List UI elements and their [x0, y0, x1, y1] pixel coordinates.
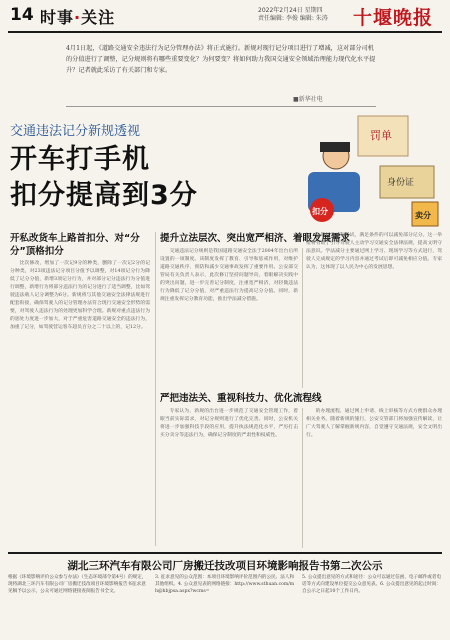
header-rule	[8, 31, 442, 33]
notice-column-3: 5. 公众提出意见的方式和途径：公众可以通过信函、电子邮件或者电话等方式向建设单位提交公众意见表。6. 公众提出意见的起止时间：自公示之日起10个工作日内。	[302, 575, 442, 595]
column-2-heading: 提升立法层次、突出宽严相济、着眼发展需求	[160, 233, 351, 244]
points-badge-label: 扣分	[312, 207, 328, 216]
page-number: 14	[10, 5, 34, 25]
notice-column-1: 根据《环境影响评价公众参与办法》（生态环境部令第4号）的规定，现将湖北三环汽车有限公司厂房搬迁技改项目环境影响报告书征求意见稿予以公示，公众可通过网络链接查阅报告书全文。	[8, 575, 147, 595]
issue-date: 2022年2月24日 星期四 责任编辑: 李俊 编辑: 朱涛	[258, 7, 328, 22]
column-2-body: 交通违法记分规则是我国道路交通安全法于2004年出台后所设置的一项制度。该制度发挥了教育、引导和惩戒作用，对维护道路交通秩序、预防和减少交通事故发挥了重要作用。公安部交管局有关负责人表示，此次修订坚持问题导向，着眼解决实践中的突出问题，进一步完善记分制度，注重宽严相济，对轻微违法行为降低了记分分值，对严重违法行为提高记分分值。同时，新规注重发挥记分教育功能，推出学法减分措施。	[160, 249, 298, 302]
column-2b-body: 专家认为，新规的出台进一步规范了交通安全管理工作，着眼当前实际需求，对记分规则进行了优化完善。同时，公安机关将进一步加强科技手段的应用，提升执法规范化水平，严厉打击买分卖分等违法行为，确保记分制度的严肃性和权威性。	[160, 409, 298, 438]
page-header	[0, 0, 450, 34]
section-name: 时事·关注	[40, 8, 116, 27]
lead-byline: ■新华社电	[293, 96, 323, 103]
id-card-label: 身份证	[387, 178, 415, 188]
headline-line-2: 扣分提高到3分	[10, 180, 198, 211]
notice-title: 湖北三环汽车有限公司厂房搬迁技改项目环境影响报告书第二次公示	[67, 560, 383, 572]
public-notice-ad	[8, 552, 442, 634]
lead-divider	[66, 106, 376, 107]
lead-paragraph: 4月1日起，《道路交通安全违法行为记分管理办法》将正式施行。新规对现行记分项目进行了增减，这对部分司机的分值进行了调整，记分规则将有哪些重要变化？为何要变？将如何助力我国交通安全领域治理能力现代化水平提升？记者就此采访了有关部门和专家。	[66, 45, 376, 74]
sell-points-label: 卖分	[415, 211, 431, 220]
column-divider-3	[302, 408, 303, 548]
notice-column-2: 3. 征求意见的公众范围：本项目环境影响评价范围内的公民、法人和其他组织。4. 公众意见表的网络链接：http://www.sthuan.com/mh@hbjpsa.aspx?wcms=	[155, 575, 295, 595]
section-dot: ·	[74, 8, 82, 27]
article-headline	[10, 142, 198, 214]
column-divider-2	[302, 248, 303, 388]
cartoon-illustration	[300, 112, 440, 230]
headline-line-1: 开车打手机	[10, 144, 150, 175]
column-3-body: 人进行学习和考试，满足条件的可以减免部分记分。这一举措将有助于引导驾驶人主动学习交通安全法律法规，提高文明守法意识。学法减分主要通过网上学习、现场学习等方式进行，驾驶人完成规定的学习内容并通过考试后即可减免相应分值。专家认为，这体现了以人民为中心的发展思想。	[306, 233, 442, 270]
column-1-heading: 开私改货车上路首扣分、对“分分”顶格扣分	[10, 233, 140, 257]
column-2b-heading: 严把违法关、重视科技力、优化流程线	[160, 393, 322, 404]
column-divider-1	[155, 232, 156, 546]
newspaper-logo: 十堰晚报	[353, 7, 434, 29]
character-cap	[320, 142, 350, 152]
column-3b-body: 的办理流程，通过网上申请、线上审核等方式方便群众办理相关业务。随着新规的施行，公安交管部门将加强宣传解读，让广大驾驶人了解掌握新规内容，自觉遵守交通法规，安全文明出行。	[306, 409, 442, 438]
column-1-body: 比次修改，增加了一次记9分的种类，删除了一次记2分的记分种类，对23项违法记分项目分值予以调整，对14项记分行为降低了记分分值，新增3项记分行为，并对部分记分违法行为分值进行调整，新增行为将部分违法行为的记分进行了适当调整，比如驾驶违法载人记分调整为6分。新规将与其他交通安全法律法规进行配套衔接，确保驾驶人的记分管理办法符合现行交通安全形势的需要，对驾驶人违法行为的处理更加科学合理。新规对重点违法行为的惩处力度进一步加大，对于严重危害道路交通安全的违法行为，加重了记分，如驾驶营运客车超员百分之二十以上的，记12分。	[10, 261, 150, 330]
penalty-ticket-label: 罚单	[370, 129, 392, 142]
article-kicker: 交通违法记分新规透视	[10, 124, 141, 139]
